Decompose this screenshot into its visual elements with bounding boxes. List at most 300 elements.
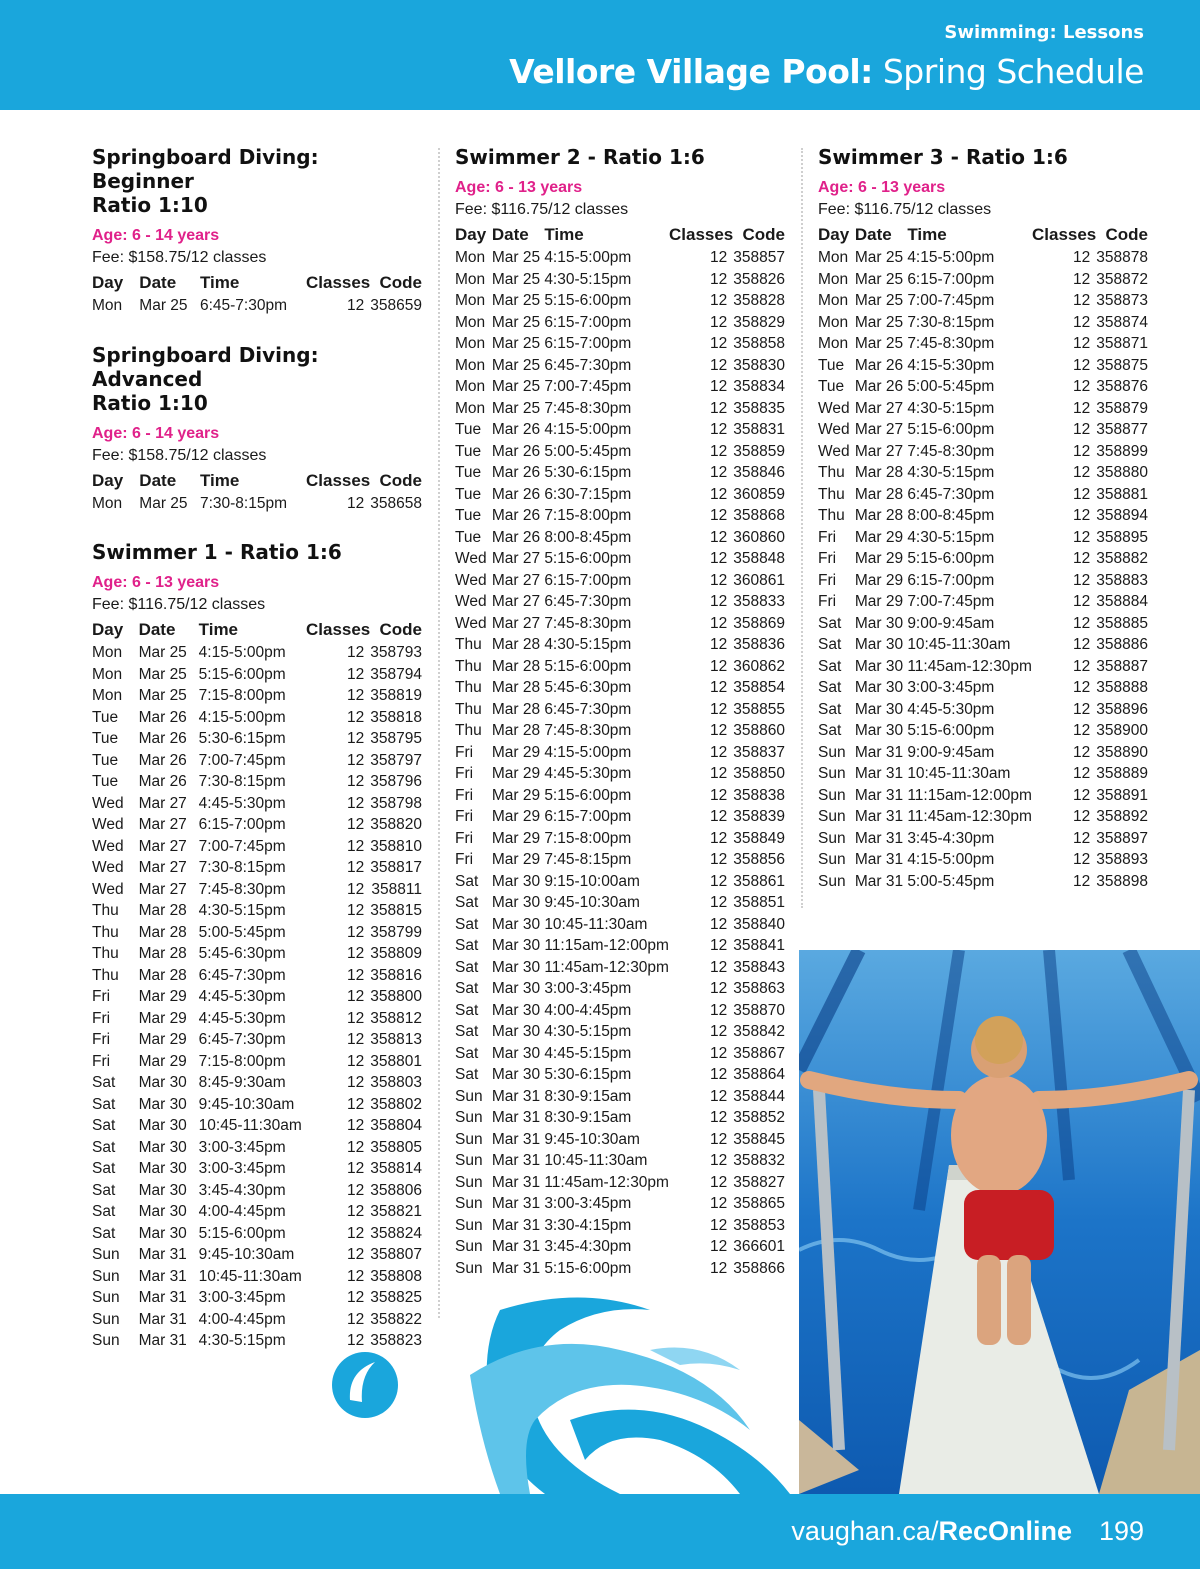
table-row (455, 1150, 785, 1172)
time-cell: 8:00-8:45pm (544, 528, 632, 546)
code-cell: 358878 (1096, 249, 1148, 266)
date-cell: Mar 31 (491, 1195, 541, 1212)
age-range: Age: 6 - 13 years (455, 179, 583, 196)
day-cell: Fri (455, 765, 474, 782)
table-row (92, 1137, 422, 1159)
column-header-day: Day (455, 225, 487, 244)
code-cell: 358859 (733, 442, 785, 460)
code-cell: 358892 (1096, 808, 1148, 825)
day-cell: Sun (818, 872, 846, 890)
day-cell: Wed (818, 421, 850, 438)
age-range: Age: 6 - 14 years (92, 424, 220, 442)
classes-cell: 12 (710, 464, 728, 481)
day-cell: Sun (455, 1130, 483, 1148)
classes-cell: 12 (347, 1052, 365, 1070)
classes-cell: 12 (1073, 765, 1091, 782)
time-cell: 8:30-9:15am (544, 1109, 632, 1126)
code-cell: 358855 (733, 700, 785, 718)
date-cell: Mar 30 (138, 1160, 187, 1177)
day-cell: Wed (92, 816, 124, 833)
date-cell: Mar 27 (491, 571, 541, 589)
classes-cell: 12 (347, 1117, 365, 1134)
day-cell: Fri (455, 851, 474, 868)
code-cell: 358858 (733, 335, 785, 352)
time-cell: 7:00-7:45pm (544, 378, 632, 395)
date-cell: Mar 25 (854, 270, 904, 288)
time-cell: 9:45-10:30am (544, 1130, 640, 1148)
classes-cell: 12 (1073, 378, 1091, 395)
column-header-date: Date (138, 620, 176, 639)
time-cell: 5:30-6:15pm (544, 1066, 632, 1083)
time-cell: 4:00-4:45pm (544, 1001, 632, 1019)
table-row (455, 419, 785, 441)
section-title-line: Swimmer 2 - Ratio 1:6 (455, 145, 705, 169)
code-cell: 358875 (1096, 356, 1148, 374)
classes-cell: 12 (347, 1289, 365, 1306)
table-row (92, 1072, 422, 1094)
day-cell: Fri (455, 808, 474, 825)
classes-cell: 12 (710, 872, 728, 890)
table-body (92, 295, 422, 317)
day-cell: Sat (455, 915, 479, 933)
classes-cell: 12 (347, 880, 365, 898)
column-header-code: Code (379, 273, 422, 292)
time-cell: 11:45am-12:30pm (544, 1173, 669, 1191)
code-cell: 358834 (733, 378, 785, 395)
time-cell: 3:45-4:30pm (198, 1181, 286, 1199)
table-row (818, 398, 1148, 420)
code-cell: 358832 (733, 1152, 785, 1169)
code-cell: 358796 (370, 773, 422, 790)
day-cell: Fri (818, 528, 837, 546)
date-cell: Mar 30 (138, 1117, 187, 1134)
time-cell: 4:00-4:45pm (198, 1310, 286, 1328)
table-row (818, 849, 1148, 871)
day-cell: Sat (92, 1224, 116, 1242)
table-row (818, 247, 1148, 269)
day-cell: Thu (92, 945, 119, 962)
day-cell: Sun (455, 1238, 483, 1255)
time-cell: 9:00-9:45am (907, 743, 995, 761)
date-cell: Mar 30 (491, 1044, 541, 1062)
time-cell: 6:45-7:30pm (199, 297, 287, 314)
day-cell: Sat (818, 722, 842, 739)
day-cell: Sat (455, 872, 479, 890)
classes-cell: 12 (347, 730, 365, 747)
date-cell: Mar 26 (138, 730, 187, 747)
day-cell: Sat (818, 657, 842, 675)
code-cell: 358870 (733, 1001, 785, 1019)
code-cell: 358808 (370, 1267, 422, 1285)
page-title (509, 52, 1144, 91)
time-cell: 4:15-5:30pm (907, 356, 995, 374)
day-cell: Sun (455, 1109, 483, 1126)
table-row (818, 656, 1148, 678)
code-cell: 358884 (1096, 593, 1148, 610)
table-row (818, 376, 1148, 398)
table-row (92, 664, 422, 686)
classes-cell: 12 (710, 1238, 728, 1255)
table-row (818, 548, 1148, 570)
classes-cell: 12 (710, 980, 728, 997)
table-row (818, 527, 1148, 549)
date-cell: Mar 30 (491, 1001, 541, 1019)
classes-cell: 12 (347, 1095, 365, 1113)
code-cell: 358889 (1096, 765, 1148, 782)
day-cell: Thu (455, 700, 482, 718)
table-row (455, 892, 785, 914)
date-cell: Mar 29 (854, 593, 904, 610)
classes-cell: 12 (1073, 464, 1091, 481)
time-cell: 9:45-10:30am (544, 894, 640, 911)
table-row (818, 785, 1148, 807)
section-title-line: Springboard Diving: Advanced (92, 342, 319, 391)
column-header-time: Time (544, 225, 584, 244)
table-row (818, 634, 1148, 656)
table-row (818, 290, 1148, 312)
table-row (455, 806, 785, 828)
diving-board-photo (799, 950, 1200, 1494)
date-cell: Mar 30 (854, 614, 904, 632)
day-cell: Fri (92, 1031, 111, 1048)
time-cell: 11:15am-12:00pm (907, 786, 1032, 804)
day-cell: Sun (818, 743, 846, 761)
day-cell: Mon (92, 644, 123, 661)
date-cell: Mar 31 (854, 829, 904, 847)
table-row (455, 1043, 785, 1065)
time-cell: 6:15-7:00pm (907, 270, 995, 288)
fee-text: Fee: $158.75/12 classes (92, 446, 267, 464)
code-cell: 358821 (370, 1203, 422, 1220)
table-row (455, 828, 785, 850)
time-cell: 3:00-3:45pm (198, 1160, 286, 1177)
time-cell: 3:00-3:45pm (544, 1195, 632, 1212)
day-cell: Sat (92, 1074, 116, 1091)
code-cell: 358849 (733, 829, 785, 847)
time-cell: 3:00-3:45pm (198, 1138, 286, 1156)
day-cell: Tue (92, 708, 119, 726)
table-row (92, 793, 422, 815)
table-row (455, 785, 785, 807)
day-cell: Wed (455, 550, 487, 567)
column-header-code: Code (379, 470, 422, 490)
day-cell: Sun (818, 851, 846, 868)
classes-cell: 12 (710, 1044, 728, 1062)
time-cell: 9:00-9:45am (907, 614, 995, 632)
table-row (818, 871, 1148, 893)
day-cell: Sun (818, 786, 846, 804)
column-header-code: Code (1105, 225, 1148, 244)
classes-cell: 12 (710, 894, 728, 911)
classes-cell: 12 (1073, 851, 1091, 868)
classes-cell: 12 (1073, 270, 1091, 288)
classes-cell: 12 (347, 1160, 365, 1177)
table-row (455, 1258, 785, 1280)
code-cell: 358659 (370, 297, 422, 314)
code-cell: 358827 (733, 1173, 785, 1191)
code-cell: 358794 (370, 665, 422, 683)
column-header-code: Code (742, 225, 785, 244)
time-cell: 4:30-5:15pm (907, 399, 995, 417)
code-cell: 358830 (733, 356, 785, 374)
day-cell: Sun (455, 1195, 483, 1212)
classes-cell: 12 (347, 1246, 365, 1263)
classes-cell: 12 (710, 442, 728, 460)
time-cell: 4:45-5:30pm (198, 988, 286, 1005)
page-title-bold: Vellore Village Pool: (509, 52, 873, 91)
date-cell: Mar 28 (491, 679, 541, 696)
code-cell: 358848 (733, 550, 785, 567)
code-cell: 358886 (1096, 636, 1148, 653)
code-cell: 358879 (1096, 399, 1148, 417)
time-cell: 7:00-7:45pm (198, 751, 286, 769)
classes-cell: 12 (1073, 636, 1091, 653)
schedule-table (818, 223, 1148, 892)
table-row (455, 1129, 785, 1151)
day-cell: Thu (818, 464, 845, 481)
table-row (92, 493, 422, 515)
classes-cell: 12 (347, 1267, 365, 1285)
date-cell: Mar 27 (138, 816, 187, 833)
date-cell: Mar 26 (138, 751, 187, 769)
classes-cell: 12 (710, 1195, 728, 1212)
classes-cell: 12 (710, 571, 728, 589)
table-row (92, 922, 422, 944)
column-header-date: Date (139, 273, 177, 292)
time-cell: 5:15-6:00pm (907, 550, 995, 567)
date-cell: Mar 25 (138, 644, 187, 661)
table-row (92, 295, 422, 317)
date-cell: Mar 25 (854, 292, 904, 309)
date-cell: Mar 28 (138, 945, 187, 962)
date-cell: Mar 31 (854, 765, 904, 782)
table-row (455, 1215, 785, 1237)
table-row (455, 527, 785, 549)
day-cell: Mon (92, 494, 123, 512)
code-cell: 358806 (370, 1181, 422, 1199)
fee-text: Fee: $158.75/12 classes (92, 249, 267, 266)
date-cell: Mar 31 (854, 743, 904, 761)
day-cell: Sat (92, 1138, 116, 1156)
table-row (818, 419, 1148, 441)
time-cell: 6:15-7:00pm (544, 808, 632, 825)
code-cell: 358797 (370, 751, 422, 769)
date-cell: Mar 27 (138, 859, 187, 876)
fee-text: Fee: $116.75/12 classes (455, 201, 629, 218)
day-cell: Sat (455, 958, 479, 976)
table-row (455, 634, 785, 656)
time-cell: 6:45-7:30pm (198, 966, 286, 984)
date-cell: Mar 31 (491, 1238, 541, 1255)
date-cell: Mar 26 (491, 485, 541, 503)
day-cell: Wed (92, 837, 124, 855)
time-cell: 7:45-8:30pm (907, 442, 995, 460)
classes-cell: 12 (710, 657, 728, 675)
code-cell: 358803 (370, 1074, 422, 1091)
time-cell: 5:30-6:15pm (544, 464, 632, 481)
classes-cell: 12 (1073, 657, 1091, 675)
table-row (818, 484, 1148, 506)
table-header (455, 223, 785, 247)
footer-url[interactable] (791, 1516, 1072, 1547)
time-cell: 4:30-5:15pm (907, 464, 995, 481)
table-row (818, 462, 1148, 484)
time-cell: 3:30-4:15pm (544, 1216, 632, 1234)
classes-cell: 12 (347, 1181, 365, 1199)
code-cell: 358817 (370, 859, 422, 876)
day-cell: Sat (92, 1160, 116, 1177)
date-cell: Mar 31 (854, 872, 904, 890)
table-row (92, 1201, 422, 1223)
code-cell: 358874 (1096, 313, 1148, 331)
table-row (455, 548, 785, 570)
date-cell: Mar 30 (138, 1095, 187, 1113)
classes-cell: 12 (710, 485, 728, 503)
table-row (92, 900, 422, 922)
date-cell: Mar 30 (491, 1066, 541, 1083)
code-cell: 358809 (370, 945, 422, 962)
day-cell: Mon (92, 665, 123, 683)
day-cell: Tue (92, 730, 119, 747)
code-cell: 358826 (733, 270, 785, 288)
table-row (92, 965, 422, 987)
column-header-date: Date (139, 470, 177, 490)
code-cell: 358897 (1096, 829, 1148, 847)
time-cell: 6:45-7:30pm (198, 1031, 286, 1048)
column-header-classes: Classes (668, 225, 734, 244)
code-cell: 358894 (1096, 507, 1148, 524)
time-cell: 6:45-7:30pm (544, 593, 632, 610)
table-row (818, 312, 1148, 334)
date-cell: Mar 29 (854, 550, 904, 567)
table-row (455, 441, 785, 463)
section-title (92, 540, 422, 564)
day-cell: Tue (455, 485, 482, 503)
time-cell: 4:15-5:00pm (907, 851, 995, 868)
table-row (92, 986, 422, 1008)
table-header (92, 271, 422, 295)
classes-cell: 12 (1073, 507, 1091, 524)
time-cell: 4:45-5:15pm (544, 1044, 632, 1062)
header-row (92, 618, 422, 642)
code-cell: 358899 (1096, 442, 1148, 460)
date-cell: Mar 25 (491, 249, 541, 266)
classes-cell: 12 (710, 249, 728, 266)
classes-cell: 12 (710, 1001, 728, 1019)
date-cell: Mar 27 (854, 442, 904, 460)
code-cell: 358891 (1096, 786, 1148, 804)
code-cell: 358815 (370, 902, 422, 919)
column-header-classes: Classes (305, 273, 371, 292)
time-cell: 10:45-11:30am (907, 765, 1011, 782)
day-cell: Tue (455, 528, 482, 546)
code-cell: 358816 (370, 966, 422, 984)
classes-cell: 12 (710, 1023, 728, 1040)
table-row (92, 879, 422, 901)
time-cell: 11:45am-12:30pm (544, 958, 669, 976)
page-footer (0, 1494, 1200, 1569)
time-cell: 5:45-6:30pm (198, 945, 286, 962)
day-cell: Mon (92, 687, 123, 704)
day-cell: Thu (455, 722, 482, 739)
classes-cell: 12 (710, 700, 728, 718)
code-cell: 358843 (733, 958, 785, 976)
time-cell: 10:45-11:30am (198, 1267, 302, 1285)
classes-cell: 12 (710, 1152, 728, 1169)
code-cell: 358836 (733, 636, 785, 653)
column-right (818, 145, 1148, 918)
date-cell: Mar 30 (854, 679, 904, 696)
table-row (92, 1266, 422, 1288)
table-row (455, 742, 785, 764)
day-cell: Mon (455, 270, 486, 288)
time-cell: 11:45am-12:30pm (907, 657, 1032, 675)
date-cell: Mar 30 (491, 980, 541, 997)
classes-cell: 12 (347, 1203, 365, 1220)
classes-cell: 12 (347, 494, 365, 512)
time-cell: 9:45-10:30am (198, 1246, 295, 1263)
classes-cell: 12 (710, 270, 728, 288)
date-cell: Mar 31 (491, 1216, 541, 1234)
code-cell: 358867 (733, 1044, 785, 1062)
code-cell: 358864 (733, 1066, 785, 1083)
classes-cell: 12 (347, 966, 365, 984)
table-row (92, 857, 422, 879)
date-cell: Mar 25 (854, 313, 904, 331)
classes-cell: 12 (710, 937, 728, 954)
time-cell: 5:15-6:00pm (544, 786, 632, 804)
time-cell: 7:00-7:45pm (907, 593, 995, 610)
age-range: Age: 6 - 13 years (818, 179, 946, 196)
date-cell: Mar 27 (138, 837, 187, 855)
page-header (0, 0, 1200, 110)
day-cell: Sat (455, 1023, 479, 1040)
classes-cell: 12 (710, 1259, 728, 1277)
code-cell: 358842 (733, 1023, 785, 1040)
water-wave-graphic (320, 1290, 800, 1494)
classes-cell: 12 (1073, 829, 1091, 847)
classes-cell: 12 (1073, 442, 1091, 460)
table-row (92, 1180, 422, 1202)
day-cell: Fri (455, 829, 474, 847)
time-cell: 8:00-8:45pm (907, 507, 995, 524)
section-title-line: Swimmer 1 - Ratio 1:6 (92, 540, 342, 564)
date-cell: Mar 27 (491, 614, 541, 632)
table-row (92, 685, 422, 707)
code-cell: 358829 (733, 313, 785, 331)
table-row (92, 1158, 422, 1180)
time-cell: 7:45-8:30pm (544, 399, 632, 417)
classes-cell: 12 (710, 786, 728, 804)
day-cell: Thu (92, 923, 119, 941)
classes-cell: 12 (347, 751, 365, 769)
time-cell: 5:00-5:45pm (907, 378, 995, 395)
table-row (818, 828, 1148, 850)
time-cell: 4:45-5:30pm (198, 1009, 286, 1027)
classes-cell: 12 (1073, 786, 1091, 804)
header-row (818, 223, 1148, 247)
time-cell: 6:45-7:30pm (544, 356, 632, 374)
classes-cell: 12 (710, 313, 728, 331)
date-cell: Mar 25 (491, 399, 541, 417)
day-cell: Wed (455, 593, 487, 610)
day-cell: Sun (455, 1259, 483, 1277)
day-cell: Mon (818, 313, 849, 331)
footer-url-bold: RecOnline (938, 1516, 1072, 1546)
classes-cell: 12 (710, 1087, 728, 1105)
classes-cell: 12 (347, 665, 365, 683)
classes-cell: 12 (1073, 249, 1091, 266)
